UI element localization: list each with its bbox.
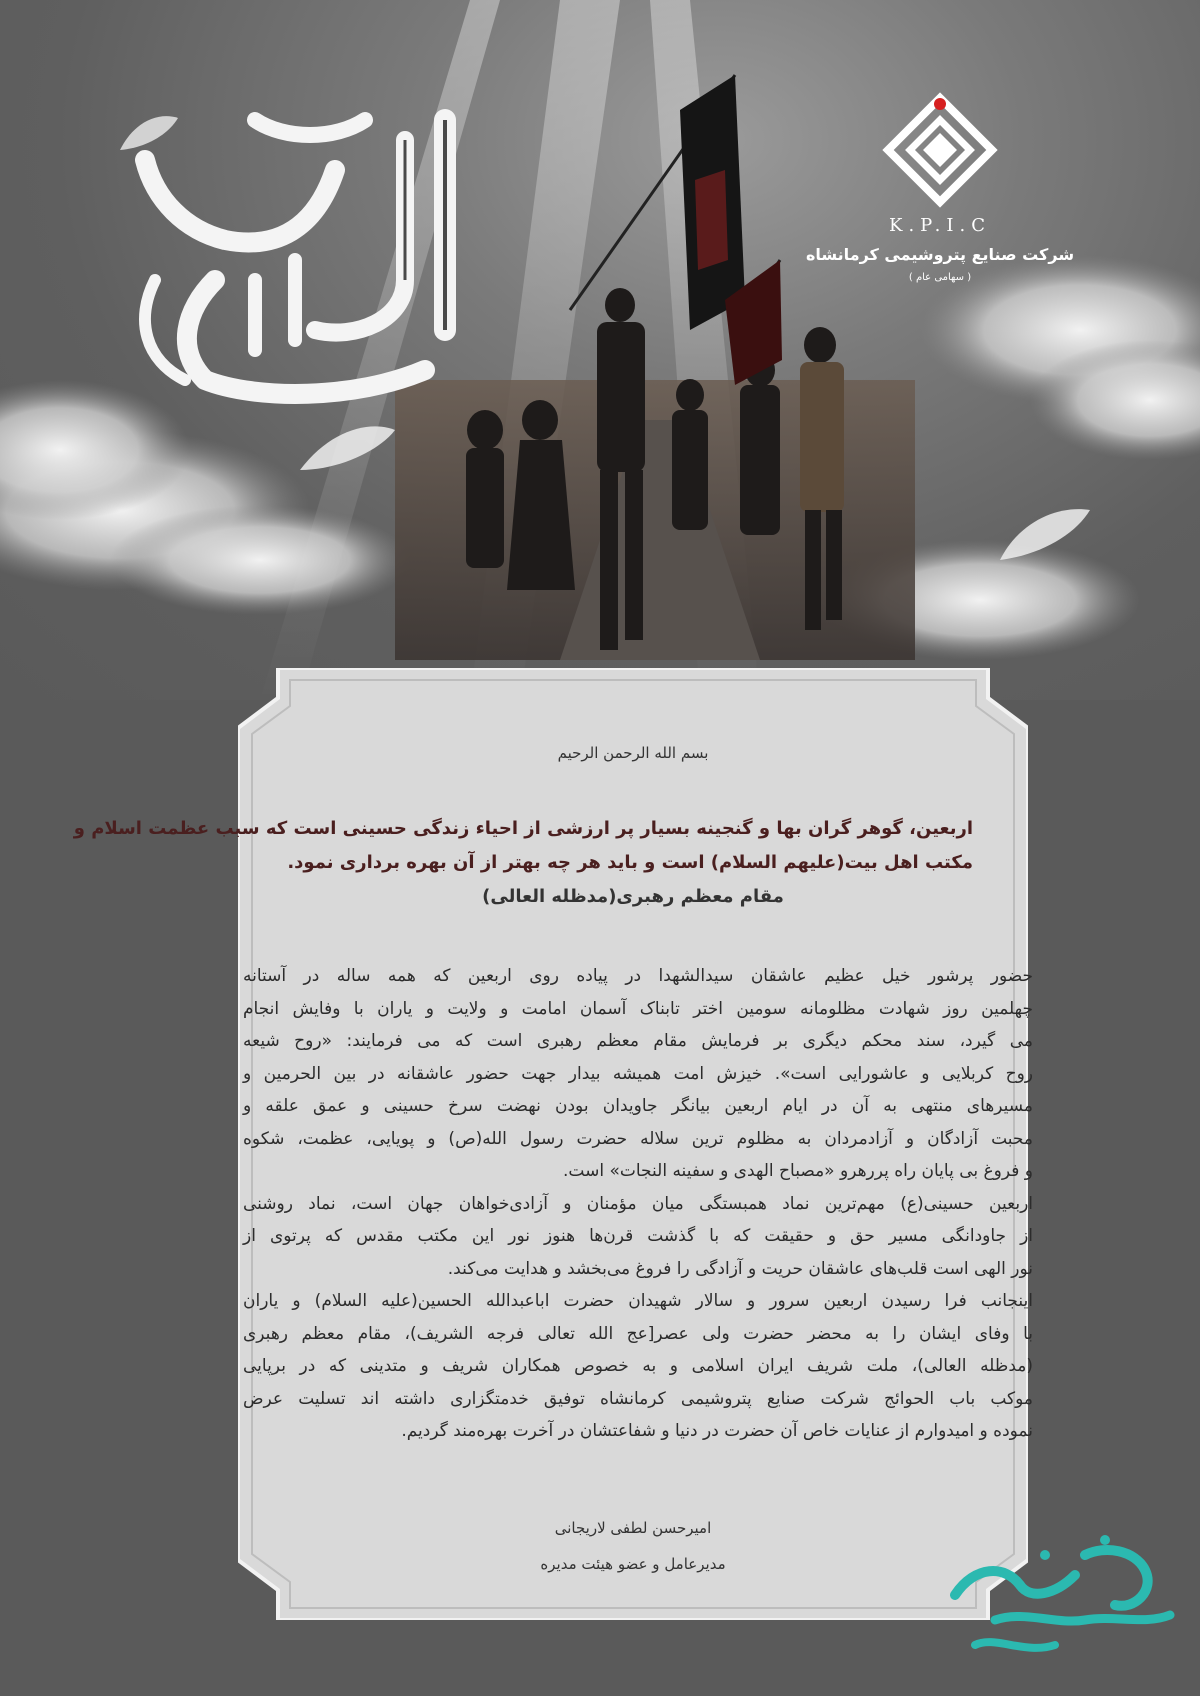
body-line: اینجانب فرا رسیدن اربعین سرور و سالار شهیدان حضرت اباعبدالله الحسین(علیه السلام) و یاران — [243, 1291, 1033, 1311]
body-line: از جاودانگی مسیر حق و حقیقت که با گذشت قرن‌ها هنوز نور این مکتب مقدس که پرتوی از — [243, 1226, 1033, 1246]
letter-content — [73, 708, 1033, 1588]
signer-name: امیرحسن لطفی لاریجانی — [554, 1519, 712, 1537]
body-line: چهلمین روز شهادت مظلومانه سومین اختر تابناک آسمان امامت و ولایت و یاران با وفایش انجام — [243, 998, 1033, 1019]
bismillah: بسم الله الرحمن الرحیم — [557, 744, 709, 762]
company-name: شرکت صنایع پتروشیمی کرمانشاه — [805, 245, 1075, 264]
body-line: حضور پرشور خیل عظیم عاشقان سیدالشهدا در پیاده روی اربعین که همه ساله در آستانه — [243, 966, 1033, 986]
quote-line: مکتب اهل بیت(علیهم السلام) است و باید هر چه بهتر از آن بهره برداری نمود. — [287, 852, 973, 873]
body-line: با وفای ایشان را به محضر حضرت ولی عصر[عج الله تعالی فرجه الشریف)، مقام معظم رهبری — [243, 1323, 1033, 1344]
quote-line: اربعین، گوهر گران بها و گنجینه بسیار پر ارزشی از احیاء زندگی حسینی است که سبب عظمت اسلام و — [73, 818, 973, 839]
logo-latin-text: K.P.I.C — [889, 215, 991, 236]
safhe-eghtesad-watermark — [935, 1525, 1185, 1675]
body-line: روح کربلایی و عاشورایی است». خیزش امت همیشه بیدار جهت حضور عاشقانه در بین الحرمین و — [243, 1063, 1033, 1084]
body-line: محبت آزادگان و آزادمردان به مظلوم ترین سلاله حضرت رسول الله(ص) و پویایی، عظمت، شکوه — [243, 1128, 1033, 1149]
body-line: مسیرهای منتهی به آن در ایام اربعین بیانگر جاویدان بودن نهضت سرخ حسینی و عمق علقه و — [243, 1096, 1033, 1116]
quote-source: مقام معظم رهبری(مدظله العالی) — [482, 886, 784, 907]
body-line: و فروغ بی پایان راه پررهرو «مصباح الهدی و سفینه النجات» است. — [562, 1161, 1033, 1181]
letter-card — [73, 668, 1033, 1620]
body-line: موکب باب الحوائج شرکت صنایع پتروشیمی کرمانشاه توفیق خدمتگزاری داشته اند تسلیت عرض — [243, 1388, 1033, 1409]
body-line: نور الهی است قلب‌های عاشقان حریت و آزادگی را فروغ می‌بخشد و هدایت می‌کند. — [447, 1258, 1033, 1279]
kpic-logo-icon — [880, 90, 1000, 210]
body-line: اربعین حسینی(ع) مهم‌ترین نماد همبستگی میان مؤمنان و آزادی‌خواهان جهان است، نماد روشنی — [243, 1193, 1033, 1214]
company-logo — [790, 70, 1090, 300]
signature-block — [298, 1510, 968, 1582]
body-line: نموده و امیدوارم از عنایات خاص آن حضرت در دنیا و شفاعتشان در آخرت بهره‌مند گردیم. — [401, 1421, 1033, 1441]
arbaeen-calligraphy — [95, 80, 495, 410]
body-line: می گیرد، سند محکم دیگری بر فرمایش مقام معظم رهبری است که می فرمایند: «روح شیعه — [243, 1031, 1033, 1051]
company-type: ( سهامی عام ) — [908, 272, 972, 283]
body-line: (مدظله العالی)، ملت شریف ایران اسلامی و به خصوص همکاران شریف و متدینی که در برپایی — [243, 1356, 1033, 1376]
leader-quote — [73, 812, 973, 914]
signer-title: مدیرعامل و عضو هیئت مدیره — [540, 1555, 726, 1573]
letter-body — [243, 960, 1033, 1448]
